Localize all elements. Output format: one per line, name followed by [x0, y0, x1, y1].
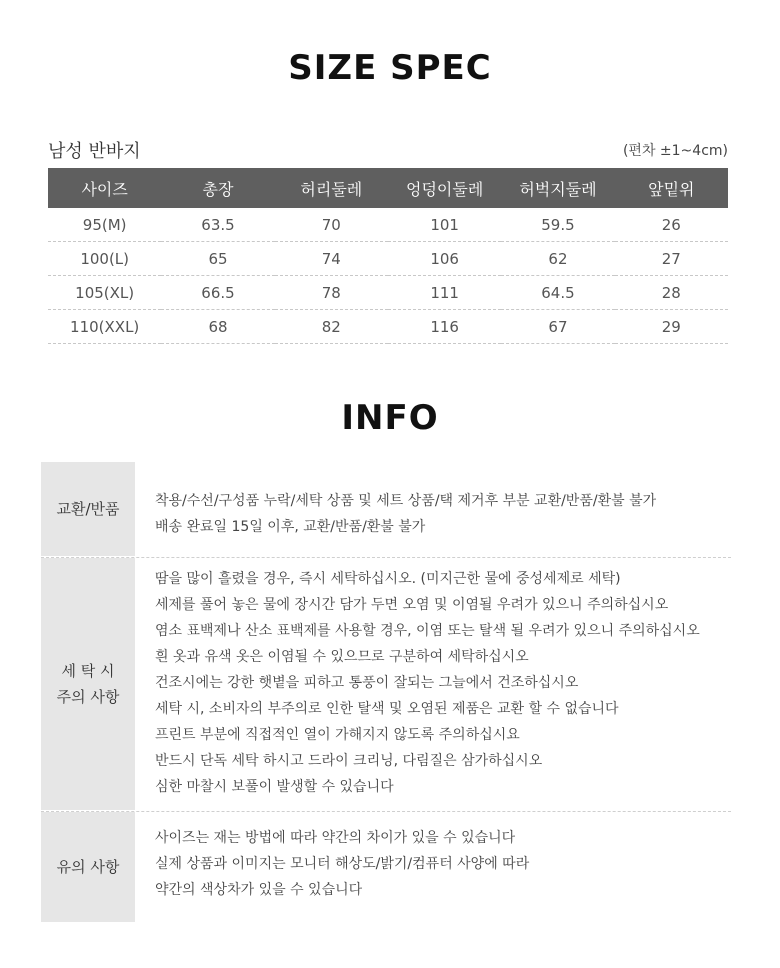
size-spec-title: SIZE SPEC: [288, 48, 492, 88]
header-front-rise: 앞밑위: [648, 179, 695, 199]
header-waist: 허리둘레: [300, 179, 363, 199]
table-cell: 111: [388, 276, 501, 310]
product-type-label: 남성 반바지: [48, 141, 141, 162]
info-text-washing: [155, 566, 731, 800]
info-label-line: 주의 사항: [56, 688, 120, 706]
table-row: [48, 310, 728, 344]
info-line: 반드시 단독 세탁 하시고 드라이 크리닝, 다림질은 삼가하십시오: [155, 753, 543, 769]
info-line: 세탁 시, 소비자의 부주의로 인한 탈색 및 오염된 제품은 교환 할 수 없습니다: [155, 701, 619, 717]
table-cell: 116: [388, 310, 501, 344]
table-cell: 110(XXL): [48, 310, 161, 344]
header-size: 사이즈: [81, 179, 128, 199]
table-row: [48, 208, 728, 242]
table-cell: 64.5: [501, 276, 614, 310]
info-line: 심한 마찰시 보풀이 발생할 수 있습니다: [155, 779, 394, 795]
table-cell: 27: [615, 242, 728, 276]
table-cell: 62: [501, 242, 614, 276]
table-cell: 65: [161, 242, 274, 276]
table-cell: 26: [615, 208, 728, 242]
table-cell: 59.5: [501, 208, 614, 242]
info-label-line: 세 탁 시: [61, 662, 115, 680]
header-thigh: 허벅지둘레: [519, 179, 597, 199]
header-hip: 엉덩이둘레: [406, 179, 484, 199]
info-line: 건조시에는 강한 햇볕을 피하고 통풍이 잘되는 그늘에서 건조하십시오: [155, 675, 579, 691]
info-line: 착용/수선/구성품 누락/세탁 상품 및 세트 상품/택 제거후 부분 교환/반품/환불 불가: [155, 493, 657, 509]
table-row: [48, 276, 728, 310]
info-label-line: 유의 사항: [56, 858, 120, 876]
info-line: 세제를 풀어 놓은 물에 장시간 담가 두면 오염 및 이염될 우려가 있으니 주의하십시오: [155, 597, 669, 613]
table-cell: 68: [161, 310, 274, 344]
info-title: INFO: [341, 398, 439, 438]
table-cell: 100(L): [48, 242, 161, 276]
info-line: 약간의 색상차가 있을 수 있습니다: [155, 882, 363, 898]
info-text-exchange: [155, 488, 731, 540]
table-cell: 63.5: [161, 208, 274, 242]
table-cell: 74: [275, 242, 388, 276]
info-line: 염소 표백제나 산소 표백제를 사용할 경우, 이염 또는 탈색 될 우려가 있으니 주의하십시오: [155, 623, 700, 639]
info-line: 사이즈는 재는 방법에 따라 약간의 차이가 있을 수 있습니다: [155, 830, 516, 846]
info-label-line: 교환/반품: [56, 500, 120, 518]
info-section-washing: [41, 558, 731, 810]
info-text-notes: [155, 825, 731, 903]
info-label-notes: [41, 812, 135, 922]
info-line: 실제 상품과 이미지는 모니터 해상도/밝기/컴퓨터 사양에 따라: [155, 856, 530, 872]
table-row: [48, 242, 728, 276]
table-cell: 29: [615, 310, 728, 344]
size-spec-table: [48, 168, 728, 344]
info-section-notes: [41, 812, 731, 922]
table-cell: 105(XL): [48, 276, 161, 310]
table-cell: 101: [388, 208, 501, 242]
info-line: 프린트 부분에 직접적인 열이 가해지지 않도록 주의하십시요: [155, 727, 520, 743]
tolerance-note: (편차 ±1~4cm): [622, 143, 728, 159]
size-table-caption: [48, 137, 728, 161]
info-line: 배송 완료일 15일 이후, 교환/반품/환불 불가: [155, 519, 426, 535]
info-label-washing: [41, 558, 135, 810]
table-cell: 70: [275, 208, 388, 242]
table-cell: 95(M): [48, 208, 161, 242]
size-table-header-row: [48, 168, 728, 208]
header-total-length: 총장: [202, 179, 234, 199]
table-cell: 66.5: [161, 276, 274, 310]
table-cell: 67: [501, 310, 614, 344]
table-cell: 82: [275, 310, 388, 344]
info-line: 흰 옷과 유색 옷은 이염될 수 있으므로 구분하여 세탁하십시오: [155, 649, 529, 665]
table-cell: 106: [388, 242, 501, 276]
info-line: 땀을 많이 흘렸을 경우, 즉시 세탁하십시오. (미지근한 물에 중성세제로 세탁): [155, 571, 621, 587]
table-cell: 28: [615, 276, 728, 310]
info-section-exchange: [41, 462, 731, 556]
table-cell: 78: [275, 276, 388, 310]
info-label-exchange: [41, 462, 135, 556]
